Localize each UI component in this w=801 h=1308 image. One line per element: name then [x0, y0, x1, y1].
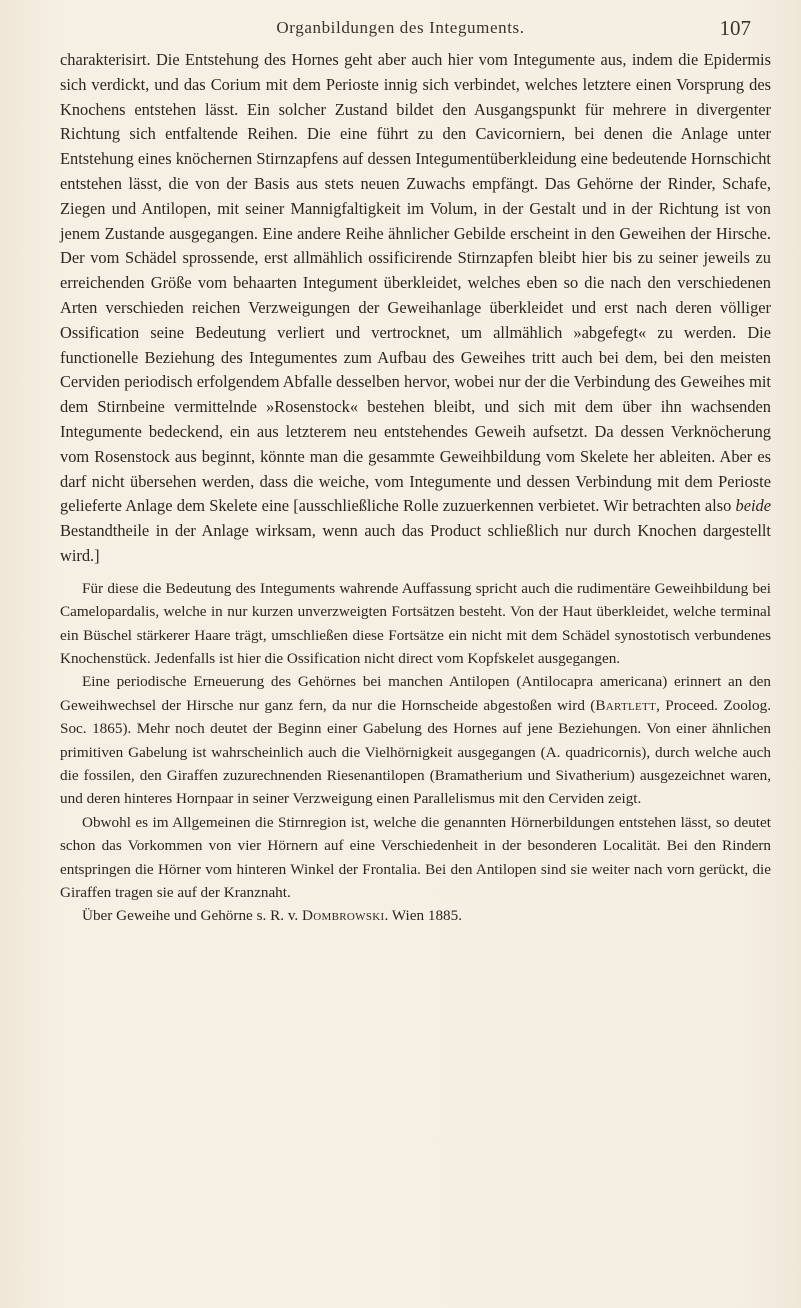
author-dombrowski: Dombrowski — [302, 907, 385, 925]
small-print-block — [60, 577, 771, 928]
paragraph-antilopen-text: Eine periodische Erneuerung des Gehörnes bei manchen Antilopen (Antilocapra americana) erinnert an den Geweihwechsel der Hirsche nur ganz fern, da nur die Hornscheide abgestoßen wird ( — [60, 673, 771, 714]
main-paragraph-text: charakterisirt. Die Entstehung des Hornes geht aber auch hier vom Integumente aus, indem die Epidermis sich verdickt, und das Corium mit dem Perioste innig sich verbindet, welches letztere einen Vorsprung des Knochens entstehen lässt. Ein solcher Zustand bildet den Ausgangspunkt für mehrere in divergenter Richtung sich entfaltende Reihen. Die eine führt zu den Cavicorniern, bei denen die Anlage unter Entstehung eines knöchernen Stirnzapfens auf dessen Integumentüberkleidung eine bedeutende Hornschicht entstehen lässt, die von der Basis aus stets neuen Zuwachs empfängt. Das Gehörne der Rinder, Schafe, Ziegen und Antilopen, mit seiner Mannigfaltigkeit im Volum, in der Gestalt und in der Richtung ist von jenem Zustande ausgegangen. Eine andere Reihe ähnlicher Gebilde erscheint in den Geweihen der Hirsche. Der vom Schädel sprossende, erst allmählich ossificirende Stirnzapfen bleibt hier bis zu seiner jeweils zu erreichenden Größe vom behaarten Integument überkleidet, welches eben so die nach den verschiedenen Arten verschieden reichen Verzweigungen der Geweihanlage überkleidet und erst nach deren völliger Ossification seine Bedeutung verliert und vertrocknet, um allmählich »abgefegt« zu werden. Die functionelle Beziehung des Integumentes zum Aufbau des Geweihes tritt auch bei dem, bei den meisten Cerviden periodisch erfolgendem Abfalle desselben hervor, wobei nur der die Verbindung des Geweihes mit dem Stirnbeine vermittelnde »Rosenstock« bestehen bleibt, und sich mit dem über ihn wachsenden Integumente bedeckend, ein aus letzterem neu entstehendes Geweih aufsetzt. Da dessen Verknöcherung vom Rosenstock aus beginnt, könnte man die gesammte Geweihbildung vom Skelete her ableiten. Aber es darf nicht übersehen werden, dass die weiche, vom Integumente und dessen Verbindung mit dem Perioste gelieferte Anlage dem Skelete eine [ausschließliche Rolle zuzuerkennen verbietet. Wir betrachten also — [60, 50, 771, 516]
emphasis-word: beide — [735, 496, 771, 516]
running-title: Organbildungen des Integuments. — [276, 18, 525, 37]
main-paragraph-block — [60, 48, 771, 569]
source-suffix: . Wien 1885. — [384, 907, 463, 925]
paragraph-stirnregion: Obwohl es im Allgemeinen die Stirnregion ist, welche die genannten Hörnerbildungen entstehen lässt, so deutet schon das Vorkommen von vier Hörnern auf eine Verschiedenheit in der besonderen Localität. Bei den Rindern entspringen die Hörner vom hinteren Winkel der Frontalia. Bei den Antilopen sind sie weiter nach vorn gerückt, die Giraffen tragen sie auf der Kranznaht. — [60, 813, 771, 902]
paragraph-antilopen-rest: , Proceed. Zoolog. Soc. 1865). Mehr noch deutet der Beginn einer Gabelung des Hornes auf jene Beziehungen. Von einer ähnlichen primitiven Gabelung ist wahrscheinlich auch die Vielhörnigkeit ausgegangen (A. quadricornis), durch welche auch die fossilen, den Giraffen zuzurechnenden Riesenantilopen (Bramatherium und Sivatherium) ausgezeichnet waren, und deren hinteres Hornpaar in seiner Verzweigung einen Parallelismus mit den Cerviden zeigt. — [60, 696, 771, 808]
page-header — [40, 12, 761, 42]
page-number: 107 — [719, 16, 751, 40]
paragraph-antilopen — [60, 670, 771, 810]
body-text — [60, 48, 771, 928]
paragraph-camelopardalis: Für diese die Bedeutung des Integuments wahrende Auffassung spricht auch die rudimentäre Geweihbildung bei Camelopardalis, welche in nur kurzen unverzweigten Fortsätzen besteht. Von der Haut überkleidet, welche terminal ein Büschel stärkerer Haare trägt, umschließen diese Fortsätze ein nicht mit dem Schädel synostotisch verbundenes Knochenstück. Jedenfalls ist hier die Ossification nicht direct vom Kopfskelet ausgegangen. — [60, 579, 771, 667]
main-paragraph-tail: Bestandtheile in der Anlage wirksam, wenn auch das Product schließlich nur durch Knochen dargestellt wird.] — [60, 521, 771, 565]
main-paragraph — [60, 48, 771, 569]
source-prefix: Über Geweihe und Gehörne s. R. v. — [82, 907, 303, 925]
source-reference — [60, 904, 771, 927]
author-bartlett: Bartlett — [595, 696, 657, 714]
